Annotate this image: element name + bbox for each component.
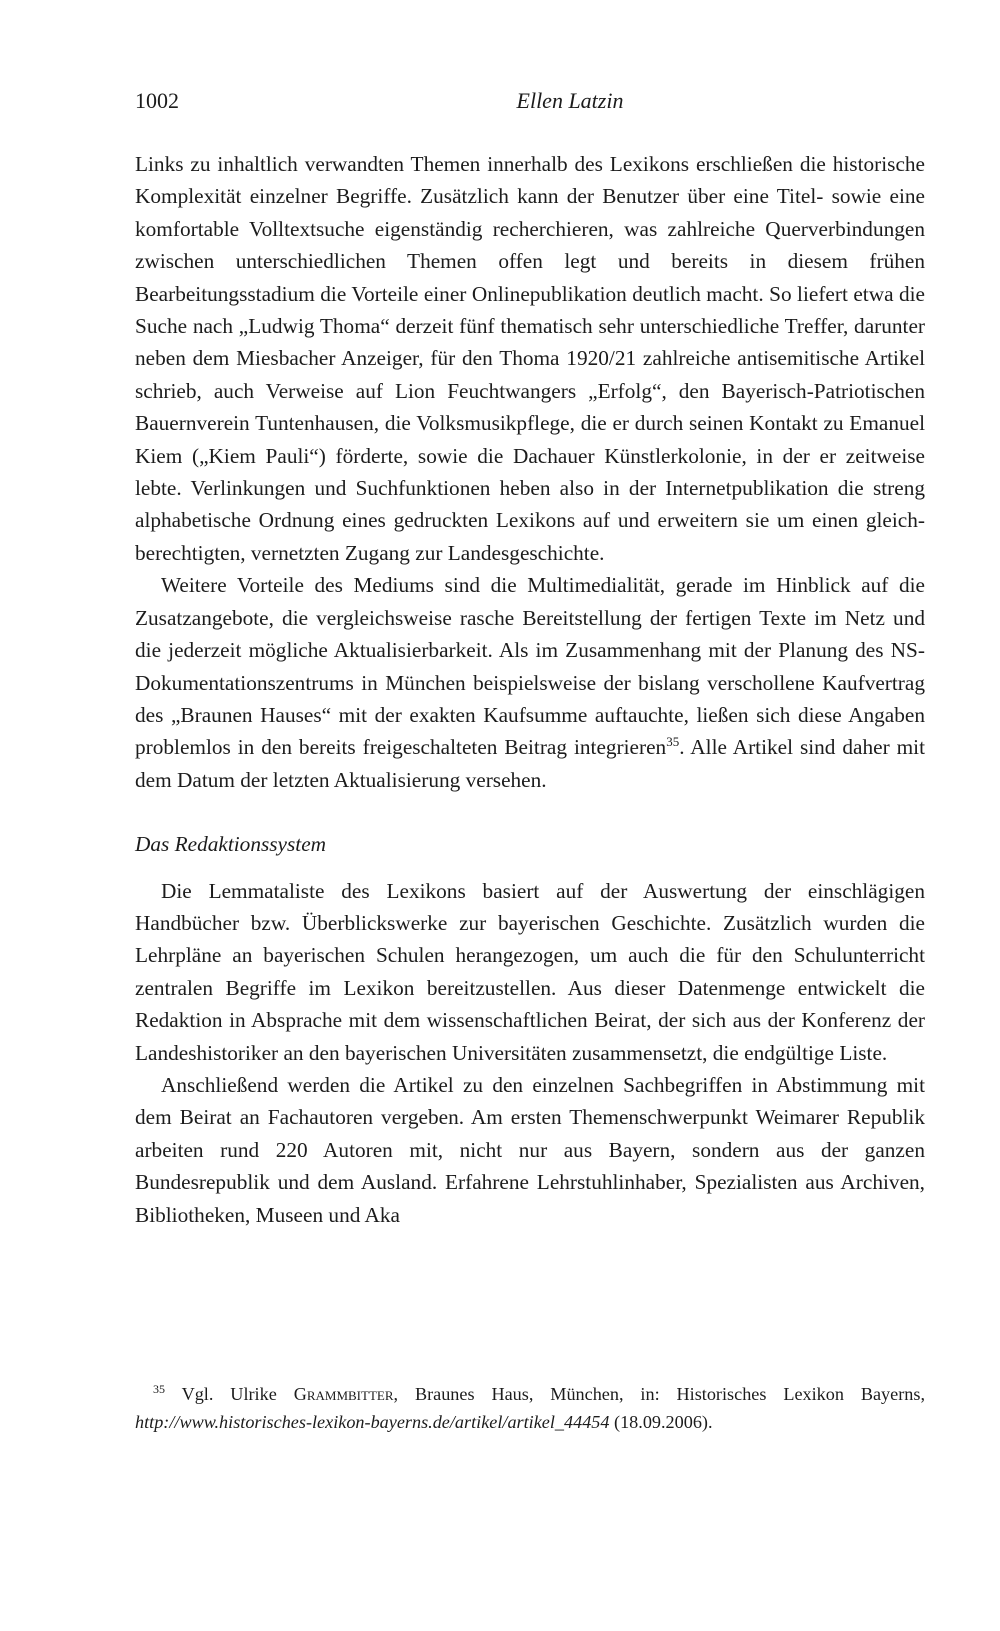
paragraph-2 bbox=[135, 569, 925, 796]
page-number: 1002 bbox=[135, 88, 179, 113]
paragraph-3: Die Lemmataliste des Lexikons basiert auf der Auswertung der einschlägigen Handbücher bzw. Überblickswerke zur bayerischen Geschichte. Zusätzlich wurden die Lehrpläne an bayerischen Schulen herangezogen, um auch die für den Schulunterricht zentralen Begriffe im Lexikon bereitzustellen. Aus dieser Datenmenge entwickelt die Redaktion in Absprache mit dem wissenschaftlichen Beirat, der sich aus der Konferenz der Landeshistoriker an den bayerischen Universitäten zusammensetzt, die endgültige Liste. bbox=[135, 878, 925, 1065]
paragraph-2-text-b: . Alle Artikel sind daher mit dem Datum der letzten Aktualisierung versehen. bbox=[135, 735, 926, 792]
footnotes bbox=[135, 1380, 925, 1436]
footnote-reference: 35 bbox=[666, 734, 680, 750]
footnote-marker: 35 bbox=[153, 1381, 165, 1396]
footnote-text-b: , Braunes Haus, München, in: Historisches Lexikon Bayerns, bbox=[393, 1384, 926, 1404]
paragraph-2-text-a: Weitere Vorteile des Mediums sind die Multimedialität, gerade im Hinblick auf die Zusatzangebote, die vergleichsweise rasche Bereitstellung der fertigen Texte im Netz und die jederzeit mögliche Aktualisierbarkeit. Als im Zusammenhang mit der Planung des NS-Dokumentationszentrums in München beispielsweise der bislang verschollene Kaufvertrag des „Braunen Hauses“ mit der exakten Kaufsumme auftauchte, ließen sich diese Angaben problemlos in den bereits freigeschalteten Beitrag integrieren bbox=[135, 573, 925, 760]
paragraph-4: Anschließend werden die Artikel zu den einzelnen Sachbegriffen in Abstimmung mit dem Beirat an Fachautoren vergeben. Am ersten Themenschwerpunkt Weimarer Republik arbeiten rund 220 Autoren mit, nicht nur aus Bayern, sondern aus der ganzen Bundesrepublik und dem Ausland. Erfahrene Lehrstuhlinhaber, Spezialisten aus Archiven, Bibliotheken, Museen und Aka bbox=[135, 1072, 925, 1227]
paragraph-1: Links zu inhaltlich verwandten Themen innerhalb des Lexikons erschließen die historische Komplexität einzelner Begriffe. Zusätzlich kann der Benutzer über eine Titel- sowie eine komfortable Volltextsuche eigenständig recherchieren, was zahlreiche Querverbindungen zwischen unterschiedlichen Themen offen legt und bereits in diesem frühen Bearbeitungsstadium die Vorteile einer Onlinepublikation deutlich macht. So liefert etwa die Suche nach „Ludwig Thoma“ derzeit fünf thematisch sehr unterschiedliche Treffer, darunter neben dem Miesbacher Anzeiger, für den Thoma 1920/21 zahlreiche antisemitische Artikel schrieb, auch Verweise auf Lion Feuchtwangers „Erfolg“, den Bayerisch-Patriotischen Bauernverein Tuntenhausen, die Volksmusikpflege, die er durch seinen Kontakt zu Emanuel Kiem („Kiem Pauli“) förderte, sowie die Dachauer Künstlerkolonie, in der er zeitweise lebte. Verlinkungen und Suchfunktionen heben also in der Internetpublikation die streng alphabetische Ordnung eines gedruckten Lexikons auf und erweitern sie um einen gleichberechtigten, vernetzten Zugang zur Landesgeschichte. bbox=[135, 152, 925, 565]
running-title: Ellen Latzin bbox=[516, 88, 624, 113]
footnote-author: Grammbitter bbox=[293, 1384, 394, 1404]
running-head bbox=[135, 88, 925, 120]
footnote-text-c: (18.09.2006). bbox=[609, 1412, 713, 1432]
body-text bbox=[135, 148, 925, 1231]
footnote-35 bbox=[135, 1380, 925, 1436]
section-heading: Das Redaktionssystem bbox=[135, 832, 327, 857]
footnote-text-a: Vgl. Ulrike bbox=[181, 1384, 294, 1404]
footnote-url: http://www.historisches-lexikon-bayerns.de/artikel/artikel_44454 bbox=[135, 1412, 610, 1432]
